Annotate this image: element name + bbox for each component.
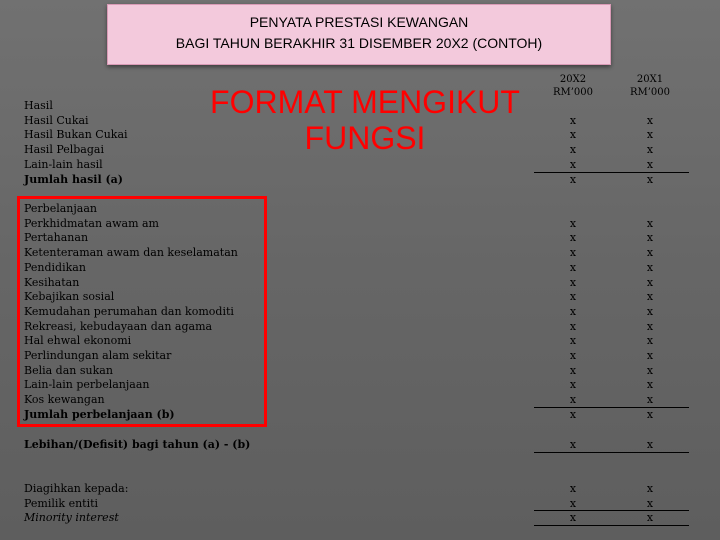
value-cell: x	[569, 260, 577, 274]
value-cell: x	[646, 304, 654, 318]
surplus-line: Lebihan/(Defisit) bagi tahun (a) - (b)	[24, 438, 251, 451]
value-cell: x	[646, 378, 654, 392]
value-cell: x	[569, 246, 577, 260]
total-rule	[611, 452, 689, 453]
value-cell: x	[569, 172, 577, 186]
value-cell: x	[646, 319, 654, 333]
value-cell: x	[646, 143, 654, 157]
revenue-item: Hasil Pelbagai	[24, 143, 104, 157]
column-header-20x2	[543, 73, 603, 99]
total-rule	[534, 452, 612, 453]
value-cell: x	[569, 128, 577, 142]
revenue-item: Hasil Bukan Cukai	[24, 128, 128, 142]
value-cell: x	[569, 290, 577, 304]
value-cell: x	[569, 363, 577, 377]
expenditure-item: Perlindungan alam sekitar	[24, 349, 172, 362]
value-cell: x	[646, 334, 654, 348]
expenditure-item: Belia dan sukan	[24, 363, 113, 377]
expenditure-item: Hal ehwal ekonomi	[24, 334, 132, 348]
expenditure-heading: Perbelanjaan	[24, 202, 97, 215]
expenditure-total: Jumlah perbelanjaan (b)	[24, 407, 175, 421]
value-cell: x	[646, 275, 654, 289]
expenditure-item: Pendidikan	[24, 260, 86, 274]
total-rule	[534, 525, 612, 526]
column-header-20x1	[620, 73, 680, 99]
value-cell: x	[646, 260, 654, 274]
total-rule	[611, 525, 689, 526]
value-cell: x	[569, 482, 577, 495]
value-cell: x	[569, 349, 577, 362]
value-cell: x	[646, 216, 654, 230]
value-cell: x	[646, 496, 654, 510]
value-cell: x	[646, 393, 654, 407]
value-cell: x	[646, 511, 654, 525]
value-cell: x	[569, 496, 577, 510]
revenue-item: Lain-lain hasil	[24, 157, 103, 171]
value-cell: x	[646, 231, 654, 245]
value-cell: x	[569, 143, 577, 157]
value-cell: x	[646, 363, 654, 377]
value-cell: x	[569, 393, 577, 407]
expenditure-item: Perkhidmatan awam am	[24, 216, 159, 230]
expenditure-item: Kos kewangan	[24, 393, 105, 407]
revenue-total: Jumlah hasil (a)	[24, 172, 124, 186]
value-cell: x	[646, 290, 654, 304]
value-cell: x	[569, 378, 577, 392]
column-year: 20X1	[636, 74, 664, 85]
column-year: 20X2	[559, 74, 587, 85]
value-cell: x	[646, 128, 654, 142]
value-cell: x	[646, 157, 654, 171]
format-label: FORMAT MENGIKUT FUNGSI	[210, 84, 520, 156]
value-cell: x	[646, 482, 654, 495]
value-cell: x	[569, 216, 577, 230]
value-cell: x	[646, 407, 654, 421]
revenue-heading: Hasil	[24, 99, 53, 112]
value-cell: x	[646, 113, 654, 127]
expenditure-item: Kesihatan	[24, 275, 80, 289]
value-cell: x	[646, 246, 654, 260]
attributable-item: Minority interest	[24, 511, 119, 525]
value-cell: x	[569, 275, 577, 289]
expenditure-item: Pertahanan	[24, 231, 89, 245]
expenditure-item: Lain-lain perbelanjaan	[24, 378, 150, 392]
title-line-2: BAGI TAHUN BERAKHIR 31 DISEMBER 20X2 (CONTOH)	[175, 35, 543, 51]
value-cell: x	[569, 319, 577, 333]
value-cell: x	[646, 172, 654, 186]
expenditure-item: Ketenteraman awam dan keselamatan	[24, 246, 238, 260]
value-cell: x	[646, 438, 654, 451]
attributable-item: Pemilik entiti	[24, 496, 99, 510]
column-unit: RM’000	[552, 87, 594, 98]
value-cell: x	[569, 157, 577, 171]
value-cell: x	[569, 407, 577, 421]
value-cell: x	[569, 511, 577, 525]
value-cell: x	[569, 231, 577, 245]
expenditure-item: Kebajikan sosial	[24, 290, 115, 304]
value-cell: x	[569, 438, 577, 451]
value-cell: x	[569, 113, 577, 127]
column-unit: RM’000	[629, 87, 671, 98]
value-cell: x	[569, 304, 577, 318]
attributable-heading: Diagihkan kepada:	[24, 482, 129, 495]
expenditure-item: Kemudahan perumahan dan komoditi	[24, 304, 234, 318]
value-cell: x	[569, 334, 577, 348]
value-cell: x	[646, 349, 654, 362]
expenditure-item: Rekreasi, kebudayaan dan agama	[24, 319, 213, 333]
title-line-1: PENYATA PRESTASI KEWANGAN	[249, 14, 469, 30]
title-box	[107, 4, 611, 65]
revenue-item: Hasil Cukai	[24, 113, 89, 127]
